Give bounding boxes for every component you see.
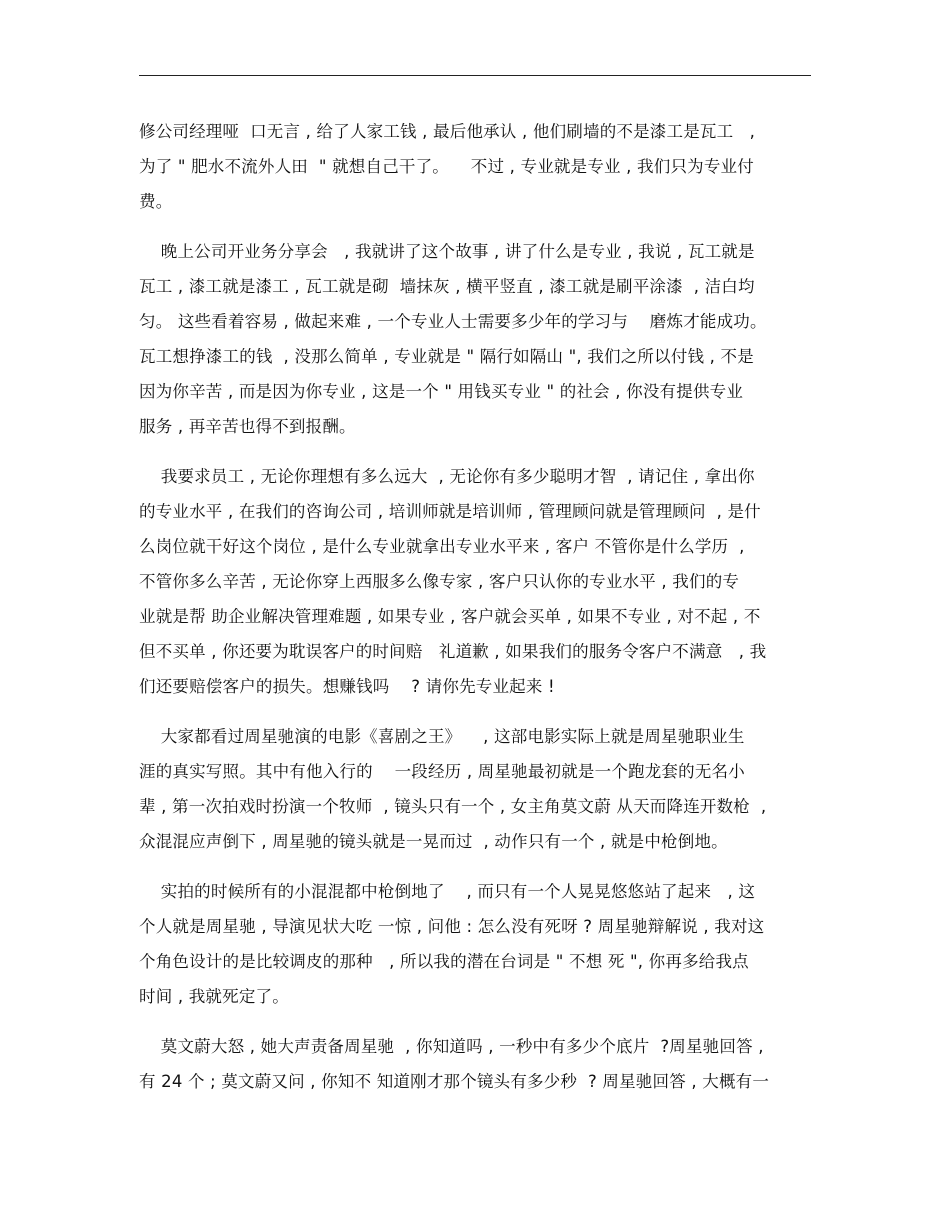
text-line: 不管你多么辛苦 , 无论你穿上西服多么像专家 , 客户只认你的专业水平 , 我们的专 xyxy=(139,572,740,591)
text-line: 的专业水平 , 在我们的咨询公司 , 培训师就是培训师 , 管理顾问就是管理顾问 , 是什 xyxy=(139,502,761,521)
text-line: 晚上公司开业务分享会 , 我就讲了这个故事 , 讲了什么是专业 , 我说 , 瓦工就是 xyxy=(139,242,755,261)
text-line: 辈 , 第一次拍戏时扮演一个牧师 , 镜头只有一个 , 女主角莫文蔚 从天而降连开数枪 , xyxy=(139,797,767,816)
text-line: 莫文蔚大怒 , 她大声责备周星驰 , 你知道吗 , 一秒中有多少个底片 ?周星驰回答 , xyxy=(139,1037,764,1056)
text-line: 修公司经理哑 口无言 , 给了人家工钱 , 最后他承认 , 他们刷墙的不是漆工是瓦工 , xyxy=(139,122,756,141)
text-line: 时间 , 我就死定了。 xyxy=(139,987,289,1006)
text-line: 个角色设计的是比较调皮的那种 , 所以我的潜在台词是 " 不想 死 ", 你再多给我点 xyxy=(139,952,749,971)
text-line: 涯的真实写照。其中有他入行的 一段经历 , 周星驰最初就是一个跑龙套的无名小 xyxy=(139,762,745,781)
text-line: 瓦工想挣漆工的钱 , 没那么简单 , 专业就是 " 隔行如隔山 ", 我们之所以付钱 , 不是 xyxy=(139,347,754,366)
paragraph xyxy=(139,234,829,444)
paragraph xyxy=(139,874,829,1014)
text-line: 们还要赔偿客户的损失。想赚钱吗 ? 请你先专业起来 ! xyxy=(139,677,555,696)
paragraph xyxy=(139,1029,829,1099)
paragraph xyxy=(139,459,829,704)
text-line: 我要求员工 , 无论你理想有多么远大 , 无论你有多少聪明才智 , 请记住 , 拿出你 xyxy=(139,467,755,486)
text-line: 实拍的时候所有的小混混都中枪倒地了 , 而只有一个人晃晃悠悠站了起来 , 这 xyxy=(139,882,756,901)
text-line: 众混混应声倒下 , 周星驰的镜头就是一晃而过 , 动作只有一个 , 就是中枪倒地。 xyxy=(139,832,728,851)
text-line: 费。 xyxy=(139,192,173,211)
text-line: 服务 , 再辛苦也得不到报酬。 xyxy=(139,417,356,436)
text-line: 为了 " 肥水不流外人田 " 就想自己干了。 不过 , 专业就是专业 , 我们只为专业付 xyxy=(139,157,754,176)
text-line: 个人就是周星驰 , 导演见状大吃 一惊 , 问他 : 怎么没有死呀 ? 周星驰辩解说 , 我对这 xyxy=(139,917,765,936)
text-line: 瓦工 , 漆工就是漆工 , 瓦工就是砌 墙抹灰 , 横平竖直 , 漆工就是刷平涂漆 , 洁白均 xyxy=(139,277,755,296)
paragraph xyxy=(139,719,829,859)
text-line: 大家都看过周星驰演的电影《喜剧之王》 , 这部电影实际上就是周星驰职业生 xyxy=(139,727,745,746)
text-line: 但不买单 , 你还要为耽误客户的时间赔 礼道歉 , 如果我们的服务令客户不满意 , 我 xyxy=(139,642,767,661)
text-line: 因为你辛苦 , 而是因为你专业 , 这是一个 " 用钱买专业 " 的社会 , 你没有提供专业 xyxy=(139,382,744,401)
paragraph xyxy=(139,114,829,219)
text-line: 有 24 个 ; 莫文蔚又问 , 你知不 知道刚才那个镜头有多少秒 ? 周星驰回答 , 大概有一 xyxy=(139,1072,770,1091)
body-text xyxy=(139,114,829,1114)
header-rule xyxy=(139,75,811,76)
text-line: 么岗位就干好这个岗位 , 是什么专业就拿出专业水平来 , 客户 不管你是什么学历 , xyxy=(139,537,745,556)
text-line: 业就是帮 助企业解决管理难题 , 如果专业 , 客户就会买单 , 如果不专业 , 对不起 , 不 xyxy=(139,607,761,626)
text-line: 匀。 这些看着容易 , 做起来难 , 一个专业人士需要多少年的学习与 磨炼才能成功。 xyxy=(139,312,767,331)
